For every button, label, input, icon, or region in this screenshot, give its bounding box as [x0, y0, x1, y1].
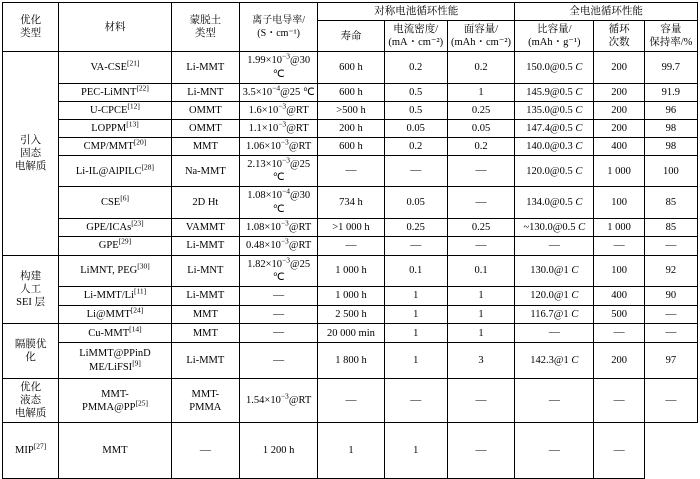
header-material: 材料 [59, 3, 171, 52]
current-density-cell: 1 [384, 286, 447, 305]
areal-capacity-cell: — [447, 236, 514, 255]
life-cell: 734 h [318, 187, 384, 218]
header-areal-capacity: 面容量/ (mAh・cm⁻²) [447, 21, 514, 52]
conductivity-cell: $1.08\times 10^{-3}@RT$ [240, 218, 318, 236]
areal-capacity-cell: — [447, 156, 514, 187]
mmt-type-cell: MMT [171, 305, 239, 324]
mmt-type-cell: MMT [171, 138, 239, 156]
conductivity-cell: $1.1\times 10^{-3}@RT$ [240, 119, 318, 137]
areal-capacity-cell: 0.2 [447, 138, 514, 156]
life-cell: 600 h [318, 138, 384, 156]
header-current-density: 电流密度/ (mA・cm⁻²) [384, 21, 447, 52]
cycles-cell: 100 [594, 187, 644, 218]
specific-capacity-cell: 135.0@0.5 C [515, 101, 594, 119]
header-group-full-cell: 全电池循环性能 [515, 3, 698, 21]
table-row [3, 236, 698, 255]
retention-cell: — [644, 379, 697, 423]
table-row [3, 305, 698, 324]
cycles-cell: 200 [594, 52, 644, 83]
cycles-cell: 400 [594, 286, 644, 305]
areal-capacity-cell: 0.25 [447, 101, 514, 119]
current-density-cell: 1 [318, 423, 384, 479]
current-density-cell: 1 [384, 305, 447, 324]
table-row [3, 218, 698, 236]
areal-capacity-cell: 1 [384, 423, 447, 479]
cycles-cell: 200 [594, 101, 644, 119]
material-cell: VA-CSE[21] [59, 52, 171, 83]
specific-capacity-cell: — [515, 236, 594, 255]
current-density-cell: 0.25 [384, 218, 447, 236]
cycles-cell: 500 [594, 305, 644, 324]
table-row [3, 255, 698, 286]
life-cell: 20 000 min [318, 324, 384, 343]
mmt-type-cell: Li-MNT [171, 83, 239, 101]
cycles-cell: — [594, 324, 644, 343]
retention-cell: 99.7 [644, 52, 697, 83]
category-cell: 构建 人工 SEI 层 [3, 255, 59, 324]
retention-cell: 92 [644, 255, 697, 286]
data-table [2, 2, 698, 479]
current-density-cell: 0.05 [384, 119, 447, 137]
material-cell: GPE[29] [59, 236, 171, 255]
header-specific-capacity: 比容量/ (mAh・g⁻¹) [515, 21, 594, 52]
retention-cell: 100 [644, 156, 697, 187]
table-row [3, 343, 698, 379]
current-density-cell: — [384, 236, 447, 255]
conductivity-cell: $1.82\times 10^{-3}@25$ ℃ [240, 255, 318, 286]
material-cell: MIP[27] [3, 423, 59, 479]
retention-cell: 85 [644, 218, 697, 236]
cycles-cell: 200 [594, 83, 644, 101]
category-cell: 引入 固态 电解质 [3, 52, 59, 255]
header-mmt-type: 蒙脱土 类型 [171, 3, 239, 52]
conductivity-cell: $1.08\times 10^{-4}@30$ ℃ [240, 187, 318, 218]
header-life: 寿命 [318, 21, 384, 52]
retention-cell: 97 [644, 343, 697, 379]
header-cycles: 循环 次数 [594, 21, 644, 52]
mmt-type-cell: OMMT [171, 119, 239, 137]
mmt-type-cell: Li-MMT [171, 52, 239, 83]
mmt-type-cell: OMMT [171, 101, 239, 119]
specific-capacity-cell: 120.0@1 C [515, 286, 594, 305]
areal-capacity-cell: 1 [447, 324, 514, 343]
material-cell: LiMMT@PPinD ME/LiFSI[9] [59, 343, 171, 379]
retention-cell: — [644, 236, 697, 255]
current-density-cell: 0.2 [384, 52, 447, 83]
cycles-cell: 400 [594, 138, 644, 156]
current-density-cell: 0.5 [384, 83, 447, 101]
category-cell: 优化 液态 电解质 [3, 379, 59, 423]
current-density-cell: 0.2 [384, 138, 447, 156]
category-cell: 隔膜优 化 [3, 324, 59, 379]
cycles-cell: — [594, 379, 644, 423]
retention-cell: — [594, 423, 644, 479]
cycles-cell: 100 [594, 255, 644, 286]
mmt-type-cell: MMT [59, 423, 171, 479]
mmt-type-cell: Li-MMT [171, 343, 239, 379]
mmt-type-cell: Li-MNT [171, 255, 239, 286]
current-density-cell: 0.1 [384, 255, 447, 286]
cycles-cell: 1 000 [594, 156, 644, 187]
cycles-cell: 200 [594, 119, 644, 137]
areal-capacity-cell: 1 [447, 305, 514, 324]
conductivity-cell: $2.13\times 10^{-3}@25$ ℃ [240, 156, 318, 187]
cycles-cell: — [594, 236, 644, 255]
specific-capacity-cell: 150.0@0.5 C [515, 52, 594, 83]
header-group-symmetric: 对称电池循环性能 [318, 3, 515, 21]
current-density-cell: — [384, 379, 447, 423]
current-density-cell: 1 [384, 324, 447, 343]
mmt-type-cell: MMT- PMMA [171, 379, 239, 423]
table-row [3, 324, 698, 343]
life-cell: >1 000 h [318, 218, 384, 236]
areal-capacity-cell: 0.25 [447, 218, 514, 236]
life-cell: 1 000 h [318, 286, 384, 305]
cycles-cell: — [515, 423, 594, 479]
mmt-type-cell: Na-MMT [171, 156, 239, 187]
conductivity-cell: $1.54\times 10^{-3}@RT$ [240, 379, 318, 423]
conductivity-cell: — [240, 286, 318, 305]
specific-capacity-cell: 116.7@1 C [515, 305, 594, 324]
material-cell: CMP/MMT[20] [59, 138, 171, 156]
specific-capacity-cell: 145.9@0.5 C [515, 83, 594, 101]
life-cell: 600 h [318, 52, 384, 83]
table-sheet [0, 2, 700, 456]
material-cell: PEC-LiMNT[22] [59, 83, 171, 101]
retention-cell: 90 [644, 286, 697, 305]
current-density-cell: — [384, 156, 447, 187]
table-row [3, 52, 698, 83]
life-cell: — [318, 236, 384, 255]
header-category: 优化 类型 [3, 3, 59, 52]
conductivity-cell: — [171, 423, 239, 479]
specific-capacity-cell: 147.4@0.5 C [515, 119, 594, 137]
life-cell: 600 h [318, 83, 384, 101]
retention-cell: — [644, 324, 697, 343]
conductivity-cell: — [240, 343, 318, 379]
retention-cell: 91.9 [644, 83, 697, 101]
areal-capacity-cell: 1 [447, 286, 514, 305]
header-retention: 容量 保持率/% [644, 21, 697, 52]
areal-capacity-cell: 0.1 [447, 255, 514, 286]
conductivity-cell: $1.6\times 10^{-3}@RT$ [240, 101, 318, 119]
table-row [3, 101, 698, 119]
material-cell: Li-IL@AlPILC[28] [59, 156, 171, 187]
table-row [3, 423, 698, 479]
life-cell: >500 h [318, 101, 384, 119]
mmt-type-cell: Li-MMT [171, 236, 239, 255]
conductivity-cell: $1.06\times 10^{-3}@RT$ [240, 138, 318, 156]
material-cell: MMT- PMMA@PP[25] [59, 379, 171, 423]
retention-cell: 96 [644, 101, 697, 119]
specific-capacity-cell: — [447, 423, 514, 479]
material-cell: Li@MMT[24] [59, 305, 171, 324]
material-cell: Li-MMT/Li[11] [59, 286, 171, 305]
material-cell: GPE/ICAs[23] [59, 218, 171, 236]
specific-capacity-cell: 120.0@0.5 C [515, 156, 594, 187]
cycles-cell: 200 [594, 343, 644, 379]
table-row [3, 187, 698, 218]
retention-cell: 98 [644, 138, 697, 156]
material-cell: U-CPCE[12] [59, 101, 171, 119]
material-cell: Cu-MMT[14] [59, 324, 171, 343]
current-density-cell: 0.05 [384, 187, 447, 218]
specific-capacity-cell: 142.3@1 C [515, 343, 594, 379]
header-conductivity: 离子电导率/ (S・cm⁻¹) [240, 3, 318, 52]
mmt-type-cell: Li-MMT [171, 286, 239, 305]
life-cell: 1 800 h [318, 343, 384, 379]
retention-cell: 85 [644, 187, 697, 218]
conductivity-cell: $0.48\times 10^{-3}@RT$ [240, 236, 318, 255]
areal-capacity-cell: — [447, 187, 514, 218]
specific-capacity-cell: 134.0@0.5 C [515, 187, 594, 218]
specific-capacity-cell: 130.0@1 C [515, 255, 594, 286]
current-density-cell: 0.5 [384, 101, 447, 119]
table-row [3, 379, 698, 423]
life-cell: — [318, 379, 384, 423]
life-cell: 200 h [318, 119, 384, 137]
life-cell: — [318, 156, 384, 187]
conductivity-cell: $3.5\times 10^{-4}@25$ ℃ [240, 83, 318, 101]
table-row [3, 286, 698, 305]
areal-capacity-cell: 1 [447, 83, 514, 101]
specific-capacity-cell: — [515, 379, 594, 423]
conductivity-cell: — [240, 324, 318, 343]
mmt-type-cell: VAMMT [171, 218, 239, 236]
material-cell: CSE[6] [59, 187, 171, 218]
current-density-cell: 1 [384, 343, 447, 379]
areal-capacity-cell: 0.05 [447, 119, 514, 137]
material-cell: LiMNT, PEG[30] [59, 255, 171, 286]
specific-capacity-cell: — [515, 324, 594, 343]
table-row [3, 83, 698, 101]
retention-cell: 98 [644, 119, 697, 137]
retention-cell: — [644, 305, 697, 324]
areal-capacity-cell: 3 [447, 343, 514, 379]
life-cell: 1 200 h [240, 423, 318, 479]
mmt-type-cell: MMT [171, 324, 239, 343]
material-cell: LOPPM[13] [59, 119, 171, 137]
specific-capacity-cell: ~130.0@0.5 C [515, 218, 594, 236]
cycles-cell: 1 000 [594, 218, 644, 236]
table-header-row-1 [3, 3, 698, 21]
mmt-type-cell: 2D Ht [171, 187, 239, 218]
life-cell: 2 500 h [318, 305, 384, 324]
conductivity-cell: — [240, 305, 318, 324]
table-row [3, 138, 698, 156]
areal-capacity-cell: — [447, 379, 514, 423]
areal-capacity-cell: 0.2 [447, 52, 514, 83]
specific-capacity-cell: 140.0@0.3 C [515, 138, 594, 156]
life-cell: 1 000 h [318, 255, 384, 286]
conductivity-cell: $1.99\times 10^{-3}@30$ ℃ [240, 52, 318, 83]
table-row [3, 119, 698, 137]
table-row [3, 156, 698, 187]
